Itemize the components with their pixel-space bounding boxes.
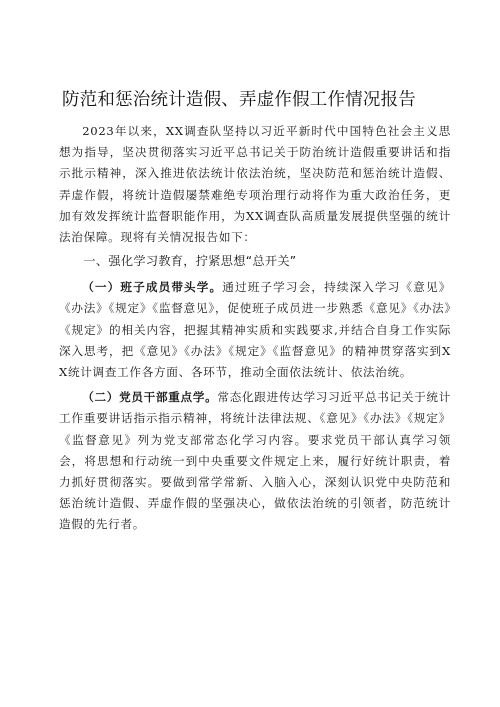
subsection-text-2: 常态化跟进传达学习习近平总书记关于统计工作重要讲话指示指示精神，将统计法律法规、《意见》《办法》《规定》《监督意见》列为党支部常态化学习内容。要求党员干部认真学习领会，将思想和行动统一到中央重要文件规定上来，履行好统计职责，着力抓好贯彻落实。要做到常学常新、入脑入心，深刻认识党中央防范和惩治统计造假、弄虚作假的坚强决心，做依法治统的引领者，防范统计造假的先行者。	[59, 390, 452, 532]
document-body	[59, 121, 451, 536]
subsection-paragraph-2	[59, 387, 451, 535]
section-heading: 一、强化学习教育，拧紧思想“总开关”	[83, 254, 297, 269]
subsection-lead-1: （一）班子成员带头学。	[82, 280, 223, 295]
subsection-paragraph-1	[59, 277, 451, 383]
subsection-text-1: 通过班子学习会，持续深入学习《意见》《办法》《规定》《监督意见》，促使班子成员进一步熟悉《意见》《办法》《规定》的相关内容，把握其精神实质和实践要求,并结合自身工作实际深入思考，把《意见》《办法》《规定》《监督意见》的精神贯穿落实到XX统计调查工作各方面、各环节，推动全面依法统计、依法治统。	[59, 280, 451, 380]
document-title: 防范和惩治统计造假、弄虚作假工作情况报告	[62, 90, 416, 110]
intro-paragraph: 2023年以来，XX调查队坚持以习近平新时代中国特色社会主义思想为指导，坚决贯彻落实习近平总书记关于防治统计造假重要讲话和指示批示精神，深入推进依法统计依法治统，坚决防范和惩治统计造假、弄虚作假，将统计造假屡禁难绝专项治理行动将作为重大政治任务，更加有效发挥统计监督职能作用，为XX调查队高质量发展提供坚强的统计法治保障。现将有关情况报告如下：	[59, 124, 451, 245]
subsection-lead-2: （二）党员干部重点学。	[82, 390, 218, 405]
